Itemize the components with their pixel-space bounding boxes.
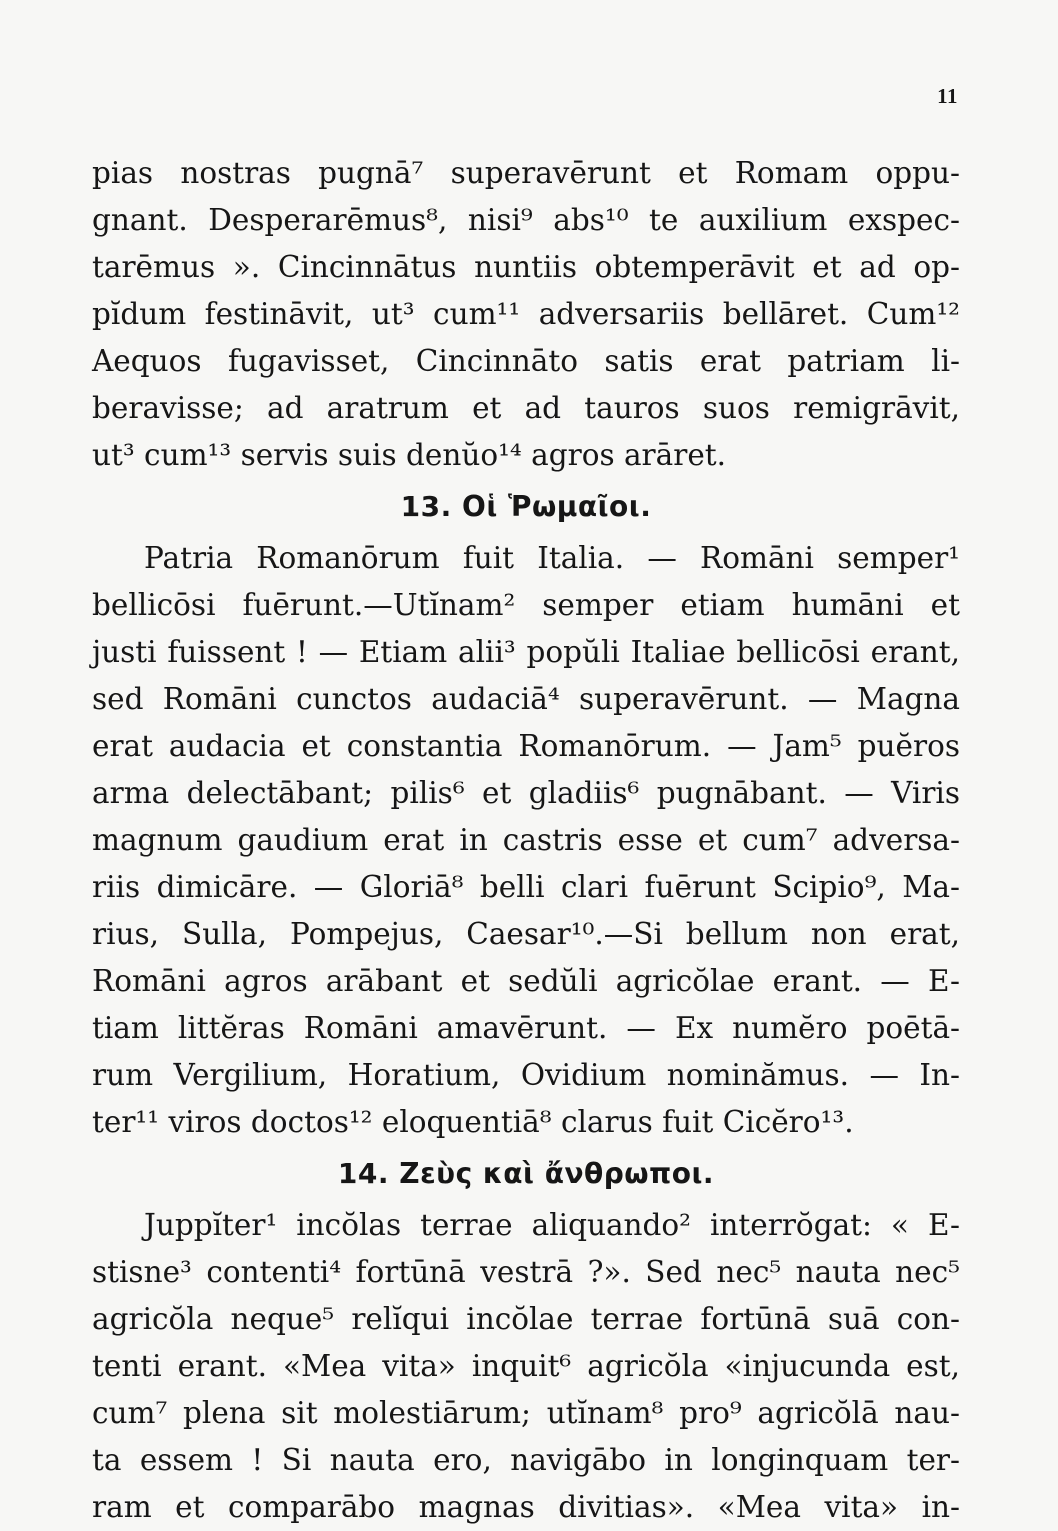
section-14-body <box>92 1202 960 1531</box>
text-line: gnant. Desperarēmus⁸, nisi⁹ abs¹⁰ te auxilium exspec- <box>92 203 960 237</box>
text-line: pias nostras pugnā⁷ superavērunt et Romam oppu- <box>92 156 960 190</box>
text-line: Romāni agros arābant et sedŭli agricŏlae erant. — E- <box>92 964 960 998</box>
section-14-title: 14. Ζεὺς καὶ ἄνθρωποι. <box>337 1157 715 1190</box>
text-line: sed Romāni cunctos audaciā⁴ superavērunt. — Magna <box>92 682 960 716</box>
text-line: tenti erant. «Mea vita» inquit⁶ agricŏla «injucunda est, <box>92 1349 960 1383</box>
text-line: ut³ cum¹³ servis suis denŭo¹⁴ agros arāret. <box>92 438 727 472</box>
text-line: stisne³ contenti⁴ fortūnā vestrā ?». Sed nec⁵ nauta nec⁵ <box>92 1255 960 1289</box>
text-line: erat audacia et constantia Romanōrum. — Jam⁵ puĕros <box>92 729 960 763</box>
text-line: ta essem ! Si nauta ero, navigābo in longinquam ter- <box>92 1443 960 1477</box>
text-line: Juppĭter¹ incŏlas terrae aliquando² interrŏgat: « E- <box>144 1208 960 1242</box>
text-line: magnum gaudium erat in castris esse et cum⁷ adversa- <box>92 823 960 857</box>
text-line: Aequos fugavisset, Cincinnāto satis erat patriam li- <box>92 344 960 378</box>
page-number: 11 <box>937 84 958 108</box>
text-line: justi fuissent ! — Etiam alii³ popŭli Italiae bellicōsi erant, <box>92 635 960 669</box>
text-line: beravisse; ad aratrum et ad tauros suos remigrāvit, <box>92 391 960 425</box>
page-body <box>92 150 960 1531</box>
text-line: rius, Sulla, Pompejus, Caesar¹⁰.—Si bellum non erat, <box>92 917 960 951</box>
section-12-continuation <box>92 150 960 479</box>
text-line: Patria Romanōrum fuit Italia. — Romāni semper¹ <box>144 541 960 575</box>
text-line: rum Vergilium, Horatium, Ovidium nominămus. — In- <box>92 1058 960 1092</box>
text-line: tiam littĕras Romāni amavērunt. — Ex numĕro poētā- <box>92 1011 960 1045</box>
text-line: pĭdum festināvit, ut³ cum¹¹ adversariis bellāret. Cum¹² <box>92 297 960 331</box>
text-line: tarēmus ». Cincinnātus nuntiis obtemperāvit et ad op- <box>92 250 960 284</box>
text-line: riis dimicāre. — Gloriā⁸ belli clari fuērunt Scipio⁹, Ma- <box>92 870 960 904</box>
text-line: ram et comparābo magnas divitias». «Mea vita» in- <box>92 1490 960 1524</box>
text-line: ter¹¹ viros doctos¹² eloquentiā⁸ clarus fuit Cicĕro¹³. <box>92 1105 854 1139</box>
section-13-body <box>92 535 960 1146</box>
text-line: cum⁷ plena sit molestiārum; utĭnam⁸ pro⁹ agricŏlā nau- <box>92 1396 960 1430</box>
section-13-title: 13. Οἱ Ῥωμαῖοι. <box>400 490 652 523</box>
text-line: arma delectābant; pilis⁶ et gladiis⁶ pugnābant. — Viris <box>92 776 960 810</box>
text-line: agricŏla neque⁵ relĭqui incŏlae terrae fortūnā suā con- <box>92 1302 960 1336</box>
text-line: bellicōsi fuērunt.—Utĭnam² semper etiam humāni et <box>92 588 960 622</box>
